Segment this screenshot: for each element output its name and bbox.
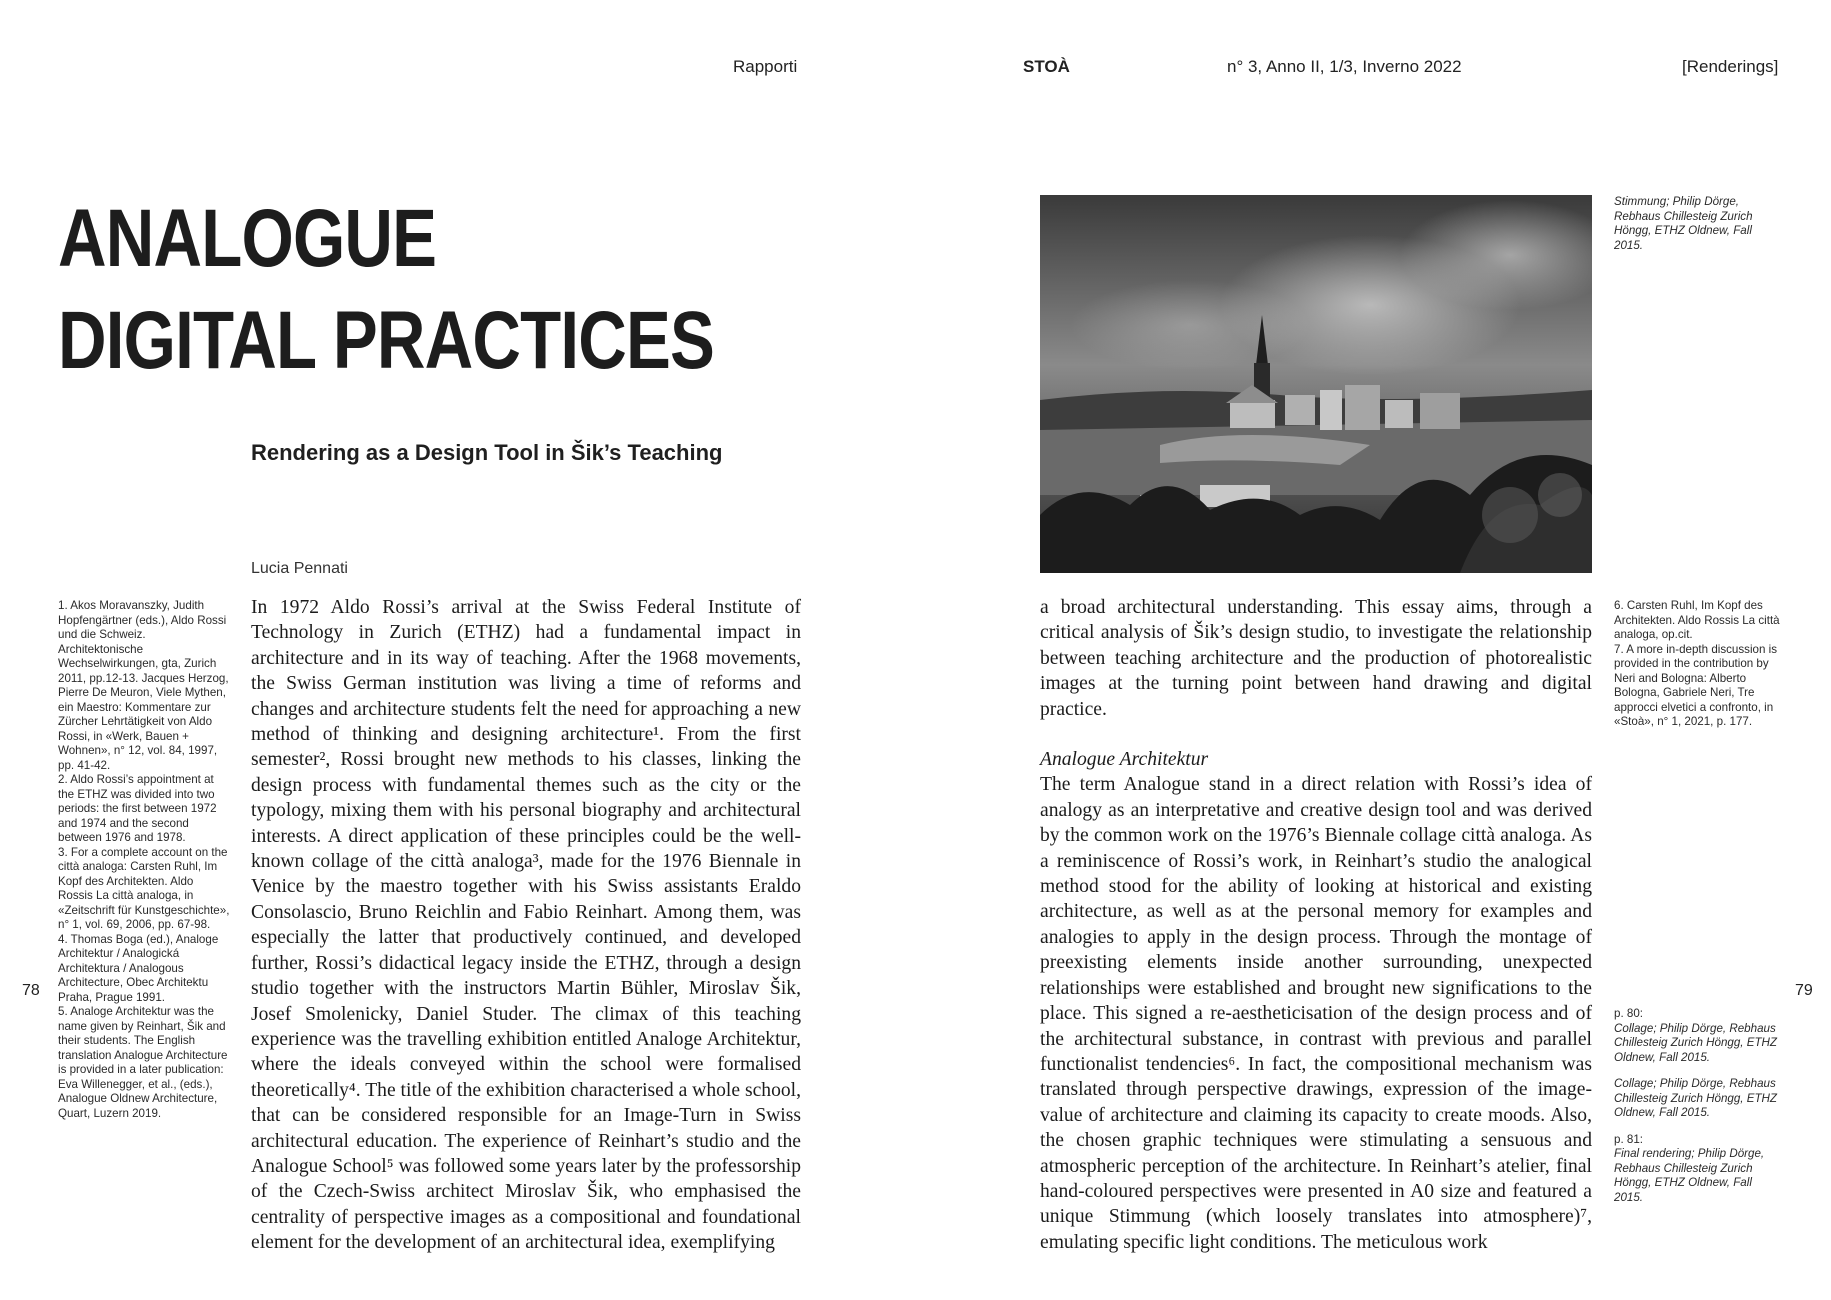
caption-page-ref-80: p. 80: (1614, 1007, 1644, 1020)
image-captions-right (1614, 1007, 1784, 1205)
body-column-right (1040, 595, 1592, 1255)
landscape-rendering (1040, 195, 1592, 573)
footnotes-right (1614, 599, 1784, 730)
article-title-line1: ANALOGUE (58, 193, 437, 284)
caption-page-ref-81: p. 81: (1614, 1132, 1644, 1146)
section-tag: [Renderings] (1682, 57, 1779, 76)
body-column-left (251, 595, 801, 1256)
footnote-7: 7. A more in-depth discussion is provided in the contribution by Neri and Bologna: Alberto Bologna, Gabriele Neri, Tre approcci elvetici a confronto, in «Stoà», n° 1, 2021, p. 177. (1614, 642, 1778, 728)
footnote-2: 2. Aldo Rossi’s appointment at the ETHZ was divided into two periods: the first between 1972 and 1974 and the second between 1976 and 1978. (58, 773, 217, 844)
body-paragraph: In 1972 Aldo Rossi’s arrival at the Swiss Federal Institute of Technology in Zurich (ETHZ) had a fundamental impact in architecture and in its way of teaching. After the 1968 movements, the Swiss German institution was living a time of reforms and changes and architecture students felt the need for approaching a new method of thinking and designing architecture¹. From the first semester², Rossi brought new methods to his classes, linking the design process with fundamental themes such as the city or the typology, mixing them with his personal biography and architectural interests. A direct application of these principles could be the well-known collage of the città analoga³, made for the 1976 Biennale in Venice by the maestro together with his Swiss assistants Eraldo Consolascio, Bruno Reichlin and Fabio Reinhart. Among them, was especially the latter that productively continued, and developed further, Rossi’s didactical legacy inside the ETHZ, through a design studio together with the instructors Martin Bühler, Miroslav Šik, Josef Smolenicky, Daniel Studer. The climax of this teaching experience was the travelling exhibition entitled Analoge Architektur, where the ideals conveyed within the school were formalised theoretically⁴. The title of the exhibition characterised a whole school, that can be considered responsible for an Image-Turn in Swiss architectural education. The experience of Reinhart’s studio and the Analogue School⁵ was followed some years later by the professorship of the Czech-Swiss architect Miroslav Šik, who emphasised the centrality of perspective images as a compositional and foundational element for the development of an architectural idea, exemplifying (251, 597, 802, 1254)
image-caption-top (1614, 195, 1784, 253)
rendering-image (1040, 195, 1592, 573)
issue-info: n° 3, Anno II, 1/3, Inverno 2022 (1227, 57, 1462, 76)
article-title (58, 188, 778, 392)
article-subtitle: Rendering as a Design Tool in Šik’s Teaching (251, 440, 723, 465)
footnote-3: 3. For a complete account on the città analoga: Carsten Ruhl, Im Kopf des Architekten. Aldo Rossis La città analoga, in «Zeitschrift für Kunstgeschichte», n° 1, vol. 69, 2006, pp. 67-98. (58, 845, 230, 931)
magazine-name: STOÀ (1023, 57, 1070, 76)
caption-text: Stimmung; Philip Dörge, Rebhaus Chillesteig Zurich Höngg, ETHZ Oldnew, Fall 2015. (1614, 195, 1753, 252)
footnotes-left (58, 599, 230, 1121)
caption-collage-2: Collage; Philip Dörge, Rebhaus Chillesteig Zurich Höngg, ETHZ Oldnew, Fall 2015. (1614, 1077, 1778, 1119)
caption-collage-1: Collage; Philip Dörge, Rebhaus Chillesteig Zurich Höngg, ETHZ Oldnew, Fall 2015. (1614, 1021, 1778, 1064)
caption-final-rendering: Final rendering; Philip Dörge, Rebhaus Chillesteig Zurich Höngg, ETHZ Oldnew, Fall 2015. (1614, 1147, 1765, 1204)
footnote-4: 4. Thomas Boga (ed.), Analoge Architektur / Analogická Architektura / Analogous Architecture, Obec Architektu Praha, Prague 1991. (58, 932, 219, 1004)
page-number-right: 79 (1795, 982, 1813, 999)
page-number-left: 78 (22, 982, 40, 999)
article-title-line2: DIGITAL PRACTICES (58, 295, 714, 386)
footnote-6: 6. Carsten Ruhl, Im Kopf des Architekten. Aldo Rossis La città analoga, op.cit. (1614, 599, 1780, 641)
footnote-1: 1. Akos Moravanszky, Judith Hopfengärtner (eds.), Aldo Rossi und die Schweiz. Architektonische Wechselwirkungen, gta, Zurich 2011, pp.12-13. Jacques Herzog, Pierre De Meuron, Viele Mythen, ein Maestro: Kommentare zur Zürcher Lehrtätigkeit von Aldo Rossi, in «Werk, Bauen + Wohnen», n° 12, vol. 84, 1997, pp. 41-42. (58, 599, 229, 772)
footnote-5: 5. Analoge Architektur was the name given by Reinhart, Šik and their students. The English translation Analogue Architecture is provided in a later publication: Eva Willenegger, et al., (eds.), Analogue Oldnew Architecture, Quart, Luzern 2019. (58, 1005, 228, 1120)
body-paragraph-1: a broad architectural understanding. This essay aims, through a critical analysis of Šik’s design studio, to investigate the relationship between teaching architecture and the production of photorealistic images at the turning point between hand drawing and digital practice. (1040, 597, 1592, 720)
section-heading: Analogue Architektur (1040, 749, 1209, 771)
author-name: Lucia Pennati (251, 560, 348, 577)
running-header-section: Rapporti (733, 57, 798, 76)
body-paragraph-2: The term Analogue stand in a direct relation with Rossi’s idea of analogy as an interpretative and creative design tool and was derived by the common work on the 1976’s Biennale collage città analoga. As a reminiscence of Rossi’s work, in Reinhart’s studio the analogical method stood for the ability of looking at historical and existing architecture, as well as at the personal memory for examples and analogies to apply in the design process. Through the montage of preexisting elements inside another surrounding, unexpected relationships were established and brought new significations to the place. This signed a re-aestheticisation of the design process and of the architectural substance, in contrast with previous and parallel functionalist tendencies⁶. In fact, the compositional mechanism was translated through perspective drawings, expression of the image-value of architecture and claiming its capacity to create moods. Also, the chosen graphic techniques were stimulating a sensuous and atmospheric perception of the architecture. In Reinhart’s atelier, final hand-coloured perspectives were presented in A0 size and featured a unique Stimmung (which loosely translates into atmosphere)⁷, emulating specific light conditions. The meticulous work (1040, 774, 1592, 1253)
